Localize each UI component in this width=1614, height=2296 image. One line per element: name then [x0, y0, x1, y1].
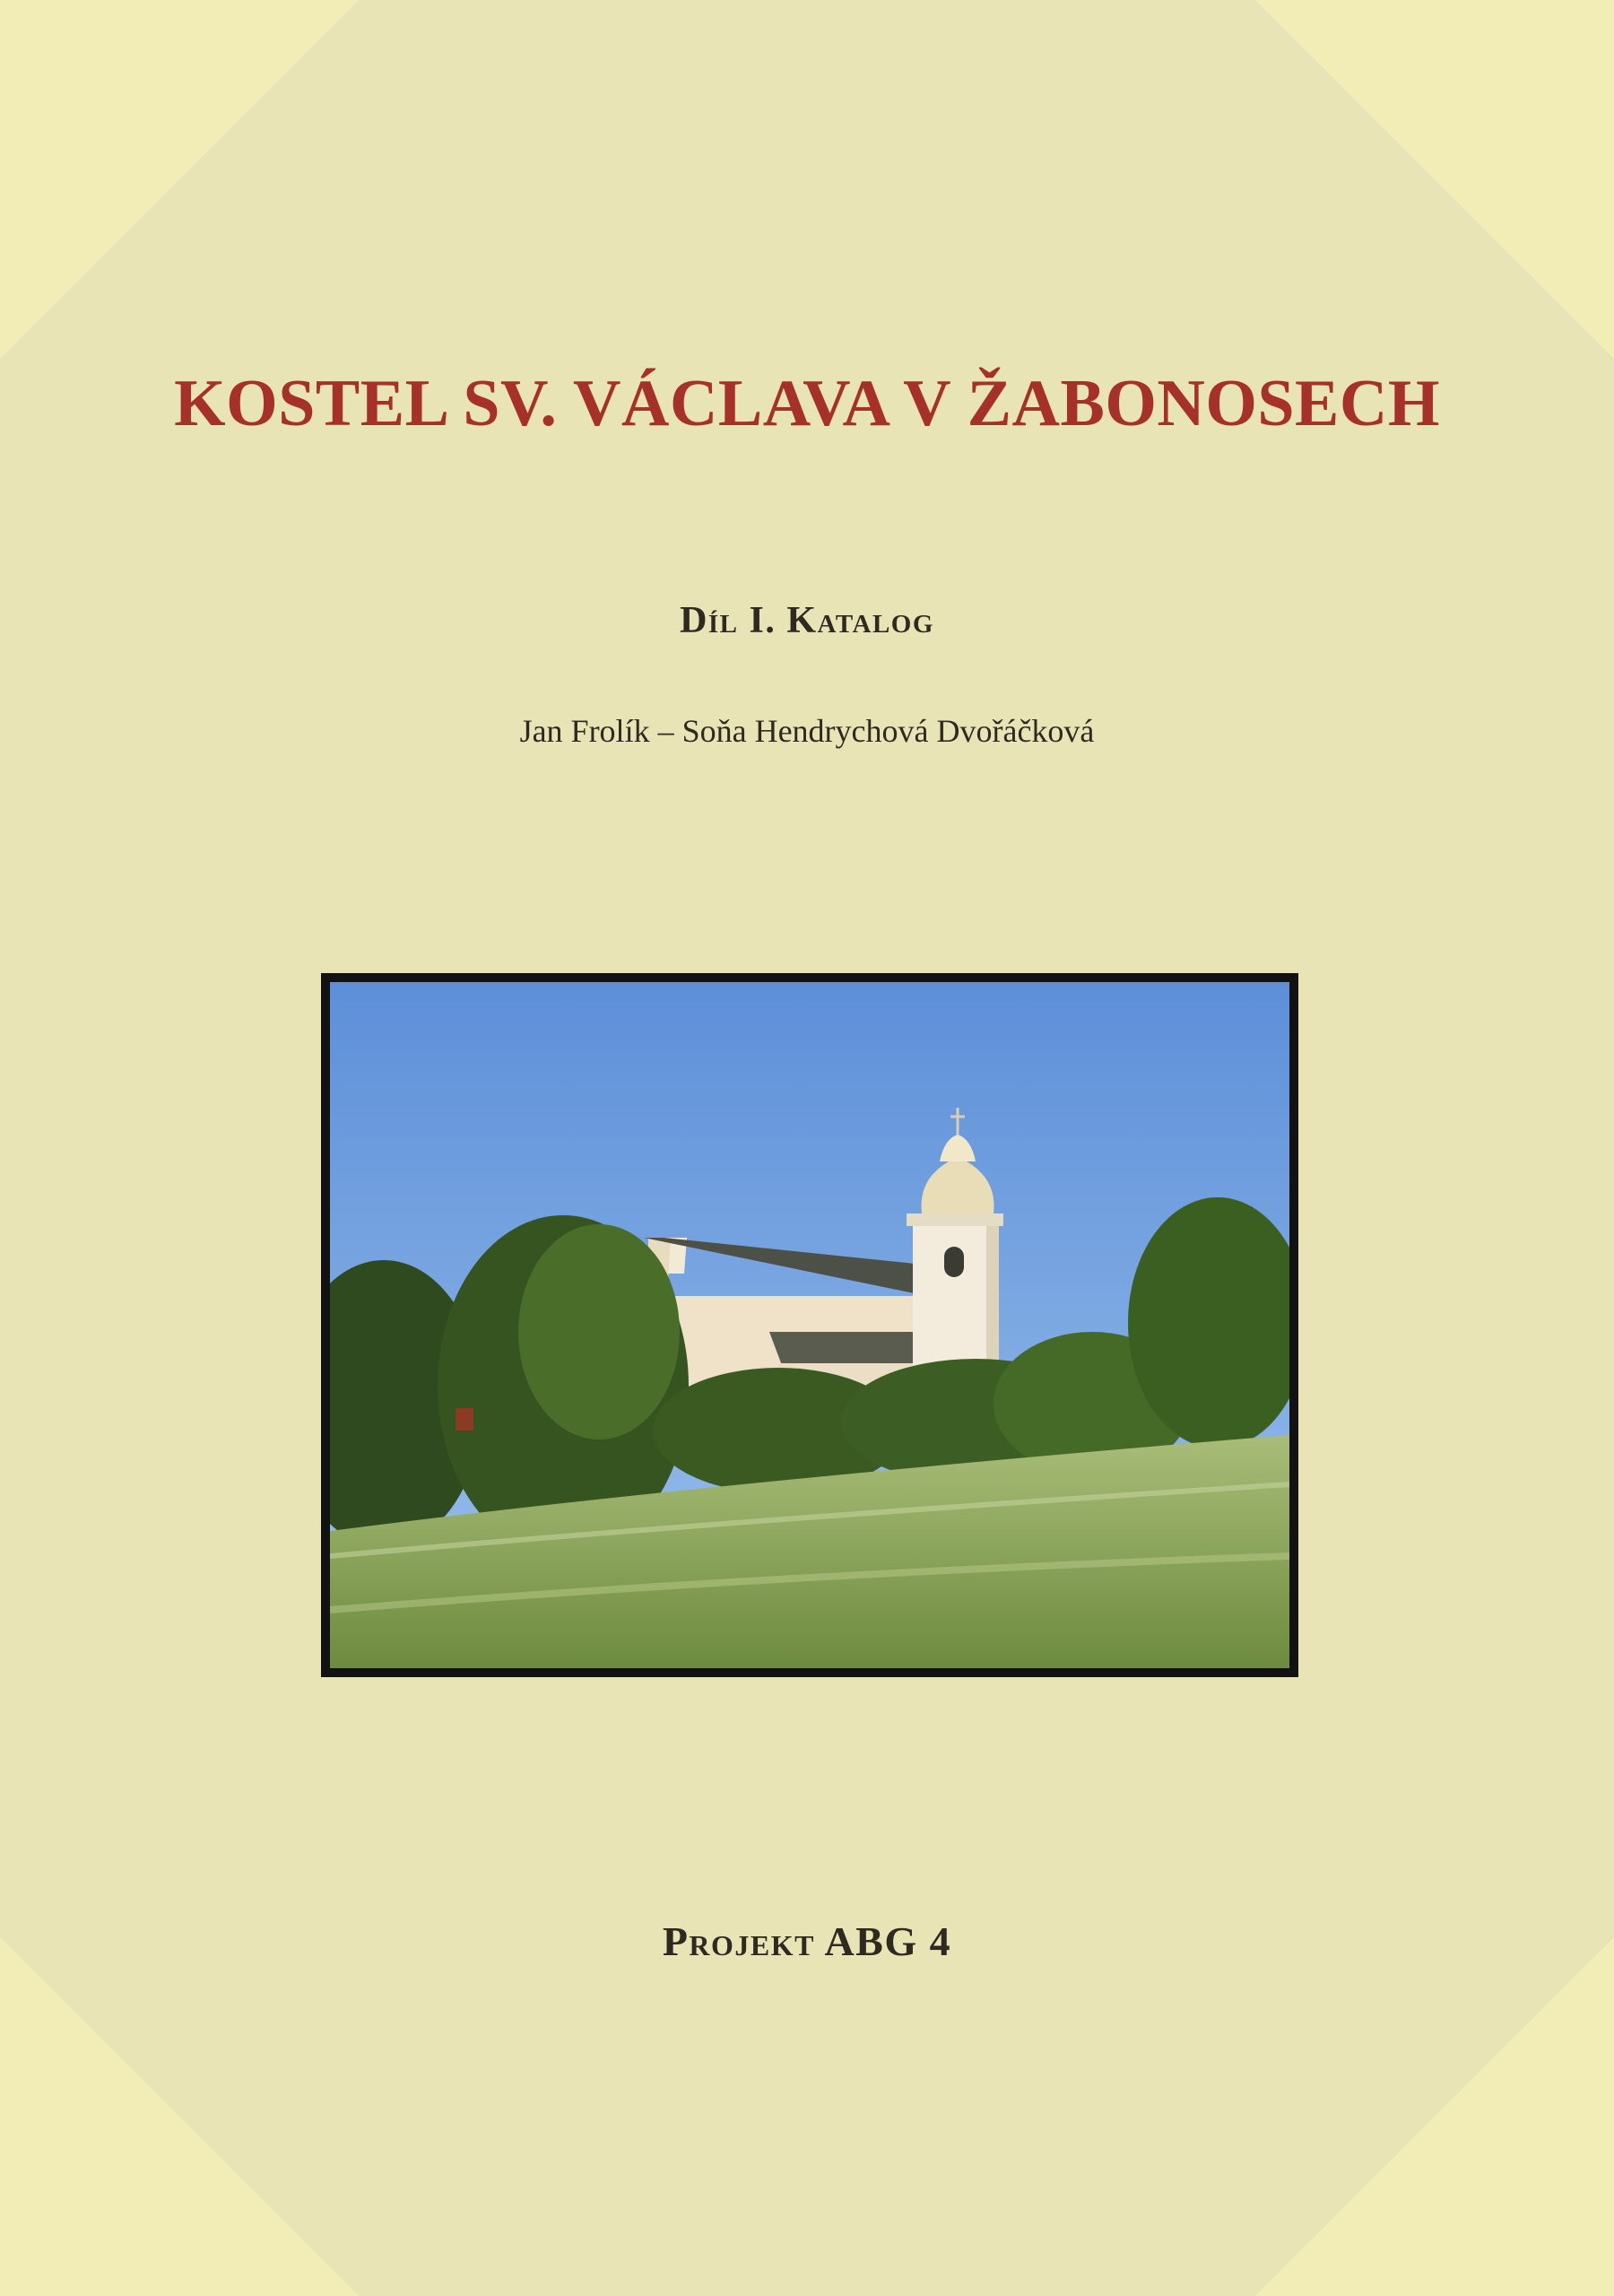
book-authors: Jan Frolík – Soňa Hendrychová Dvořáčková [519, 713, 1095, 749]
series-label: Projekt ABG 4 [662, 1918, 952, 1964]
book-subtitle: Díl I. Katalog [680, 600, 934, 641]
cover-photo [321, 973, 1298, 1677]
book-title: KOSTEL SV. VÁCLAVA V ŽABONOSECH [174, 367, 1440, 440]
corner-decoration-top-right [1255, 0, 1614, 359]
corner-decoration-bottom-right [1255, 1937, 1614, 2296]
church-photo-illustration [330, 982, 1289, 1668]
corner-decoration-top-left [0, 0, 359, 359]
corner-decoration-bottom-left [0, 1937, 359, 2296]
